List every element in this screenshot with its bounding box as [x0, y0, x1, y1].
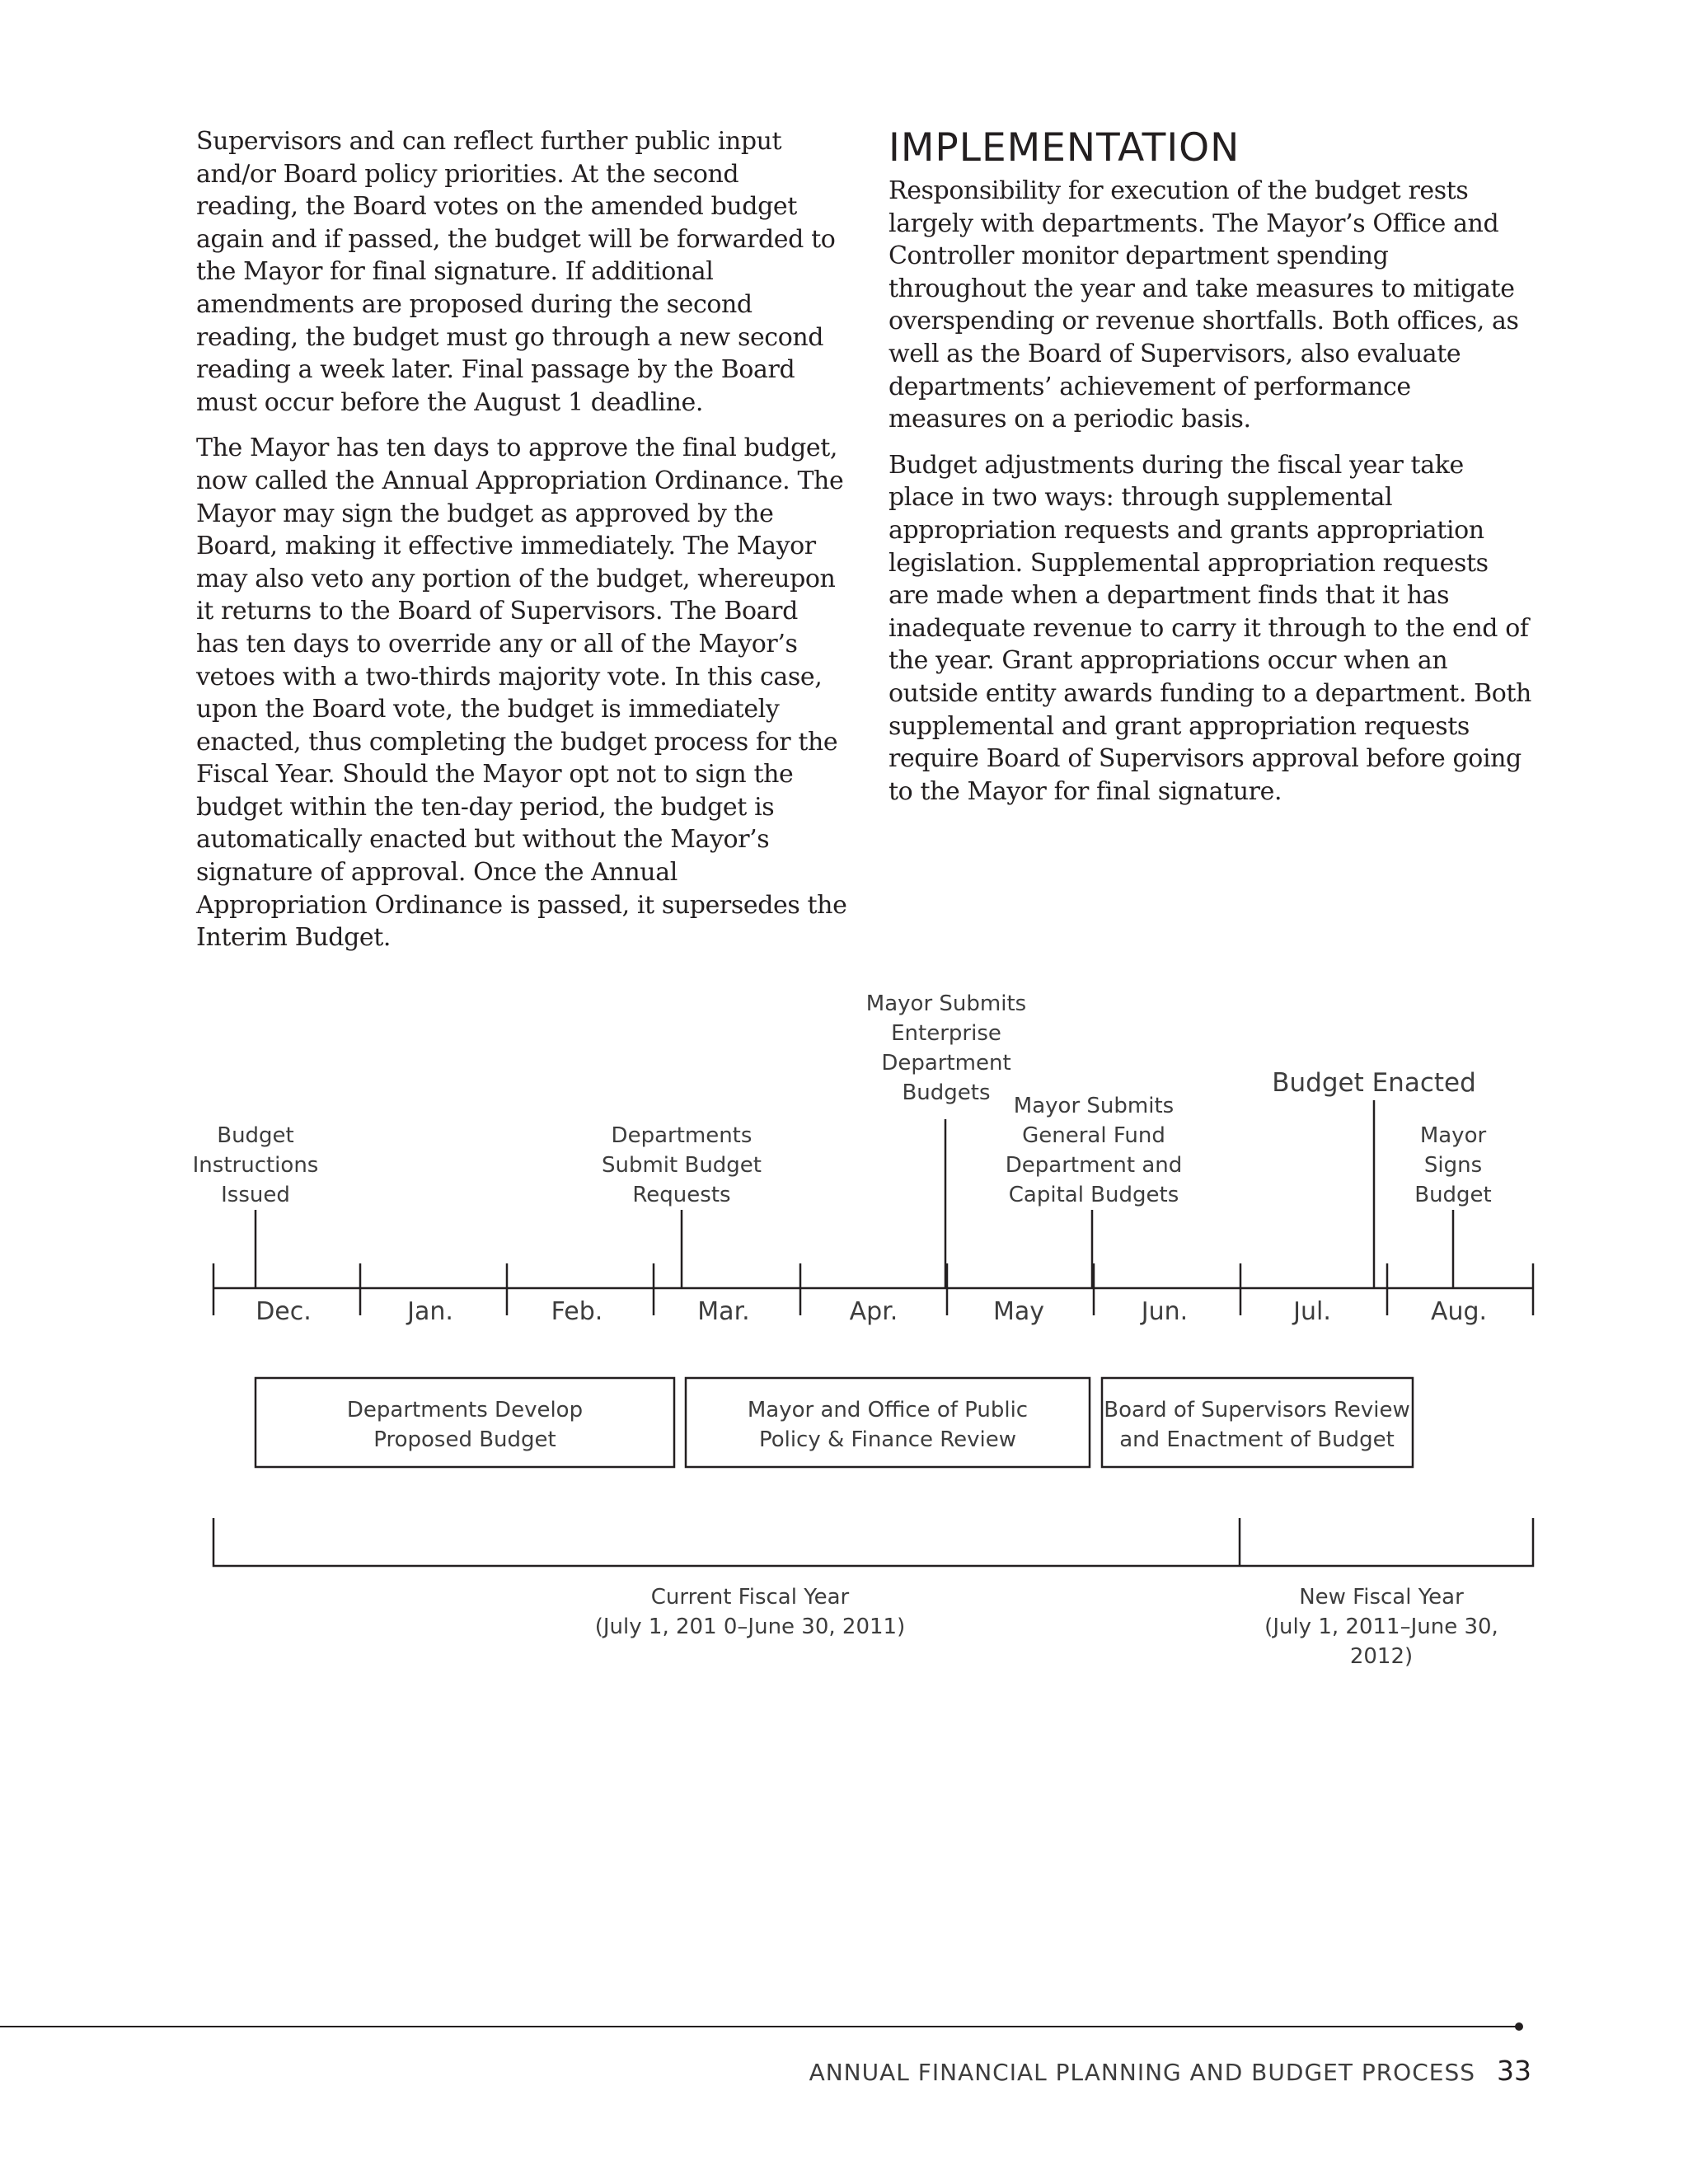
- milestone-label: Budget: [1414, 1183, 1492, 1207]
- phase-box: [686, 1378, 1090, 1467]
- phase-mayor-review: [748, 1398, 1028, 1452]
- phase-box: [256, 1378, 674, 1467]
- month-label: Aug.: [1430, 1297, 1488, 1326]
- milestone-label: Capital Budgets: [1008, 1183, 1179, 1207]
- milestone-label: General Fund: [1022, 1123, 1165, 1148]
- milestone-mayor-signs: [1414, 1123, 1492, 1207]
- body-paragraph: Supervisors and can reflect further public input and/or Board policy priorities. At the second reading, the Board votes on the amended budget again and if passed, the budget will be forwarded to the Mayor for final signature. If additional amendments are proposed during the second reading, the budget must go through a new second reading a week later. Final passage by the Board must occur before the August 1 deadline.: [196, 127, 836, 417]
- phase-board-review: [1104, 1398, 1410, 1452]
- milestone-label: Budget: [217, 1123, 294, 1148]
- fiscal-year-label: New Fiscal Year: [1299, 1585, 1464, 1610]
- milestone-label: Signs: [1423, 1153, 1483, 1178]
- footer-rule-dot: [1515, 2022, 1523, 2031]
- milestone-budget-instructions: [193, 1123, 319, 1207]
- month-label: Mar.: [697, 1297, 750, 1326]
- milestone-label: Departments: [611, 1123, 753, 1148]
- phase-box: [1102, 1378, 1413, 1467]
- phase-label: Policy & Finance Review: [758, 1427, 1017, 1452]
- new-fiscal-year-label: [1264, 1585, 1498, 1669]
- milestone-departments-submit: [602, 1123, 762, 1207]
- milestone-label: Requests: [632, 1183, 731, 1207]
- current-fiscal-year-label: [595, 1585, 905, 1639]
- milestone-label: Department: [881, 1051, 1011, 1076]
- fiscal-year-label: (July 1, 201 0–June 30, 2011): [594, 1615, 906, 1639]
- page-number: 33: [1497, 2055, 1531, 2087]
- milestone-label: Enterprise: [891, 1021, 1001, 1046]
- body-paragraph: Budget adjustments during the fiscal year take place in two ways: through supplemental appropriation requests and grants appropriation legislation. Supplemental appropriation requests are made when a department finds that it has inadequate revenue to carry it through to the end of the year. Grant appropriations occur when an outside entity awards funding to a department. Both supplemental and grant appropriation requests require Board of Supervisors approval before going to the Mayor for final signature.: [889, 450, 1531, 806]
- phase-label: Departments Develop: [346, 1398, 584, 1422]
- current-fiscal-year-bracket: [213, 1518, 1533, 1566]
- milestone-label: Issued: [221, 1183, 290, 1207]
- fiscal-year-label: Current Fiscal Year: [650, 1585, 850, 1610]
- month-label: Jan.: [407, 1297, 453, 1326]
- milestone-label: Instructions: [192, 1153, 319, 1178]
- month-label: Jun.: [1141, 1297, 1189, 1326]
- fiscal-year-label: 2012): [1349, 1644, 1414, 1669]
- milestone-label: Submit Budget: [601, 1153, 762, 1178]
- phase-departments-develop: [347, 1398, 583, 1452]
- milestone-mayor-enterprise: [866, 991, 1026, 1105]
- month-label: Apr.: [849, 1297, 898, 1326]
- body-paragraph: The Mayor has ten days to approve the final budget, now called the Annual Appropriation Ordinance. The Mayor may sign the budget as approved by the Board, making it effective immediately. The Mayor may also veto any portion of the budget, whereupon it returns to the Board of Supervisors. The Board has ten days to override any or all of the Mayor’s vetoes with a two-thirds majority vote. In this case, upon the Board vote, the budget is immediately enacted, thus completing the budget process for the Fiscal Year. Should the Mayor opt not to sign the budget within the ten-day period, the budget is automatically enacted but without the Mayor’s signature of approval. Once the Annual Appropriation Ordinance is passed, it supersedes the Interim Budget.: [196, 434, 847, 953]
- footer-rule: [0, 2026, 1518, 2027]
- milestone-budget-enacted: Budget Enacted: [1272, 1068, 1476, 1098]
- phase-label: Mayor and Office of Public: [747, 1398, 1029, 1422]
- milestone-label: Mayor: [1419, 1123, 1487, 1148]
- month-label: May: [992, 1297, 1045, 1326]
- milestone-label: Budgets: [902, 1080, 991, 1105]
- month-label: Jul.: [1293, 1297, 1331, 1326]
- phase-label: Proposed Budget: [373, 1427, 556, 1452]
- footer-title: ANNUAL FINANCIAL PLANNING AND BUDGET PROCESS: [809, 2059, 1475, 2086]
- milestone-mayor-general-fund: [1006, 1094, 1183, 1207]
- month-label: Dec.: [256, 1297, 312, 1326]
- fiscal-year-label: (July 1, 2011–June 30,: [1264, 1615, 1498, 1639]
- milestone-label: Mayor Submits: [1013, 1094, 1175, 1118]
- milestone-label: Mayor Submits: [865, 991, 1027, 1016]
- section-heading: IMPLEMENTATION: [889, 125, 1240, 171]
- page-footer: [742, 2055, 1531, 2087]
- body-paragraph: Responsibility for execution of the budget rests largely with departments. The Mayor’s Office and Controller monitor department spending throughout the year and take measures to mitigate overspending or revenue shortfalls. Both offices, as well as the Board of Supervisors, also evaluate departments’ achievement of performance measures on a periodic basis.: [889, 176, 1519, 434]
- phase-label: and Enactment of Budget: [1119, 1427, 1395, 1452]
- milestone-label: Department and: [1005, 1153, 1183, 1178]
- month-label: Feb.: [551, 1297, 603, 1326]
- phase-label: Board of Supervisors Review: [1104, 1398, 1410, 1422]
